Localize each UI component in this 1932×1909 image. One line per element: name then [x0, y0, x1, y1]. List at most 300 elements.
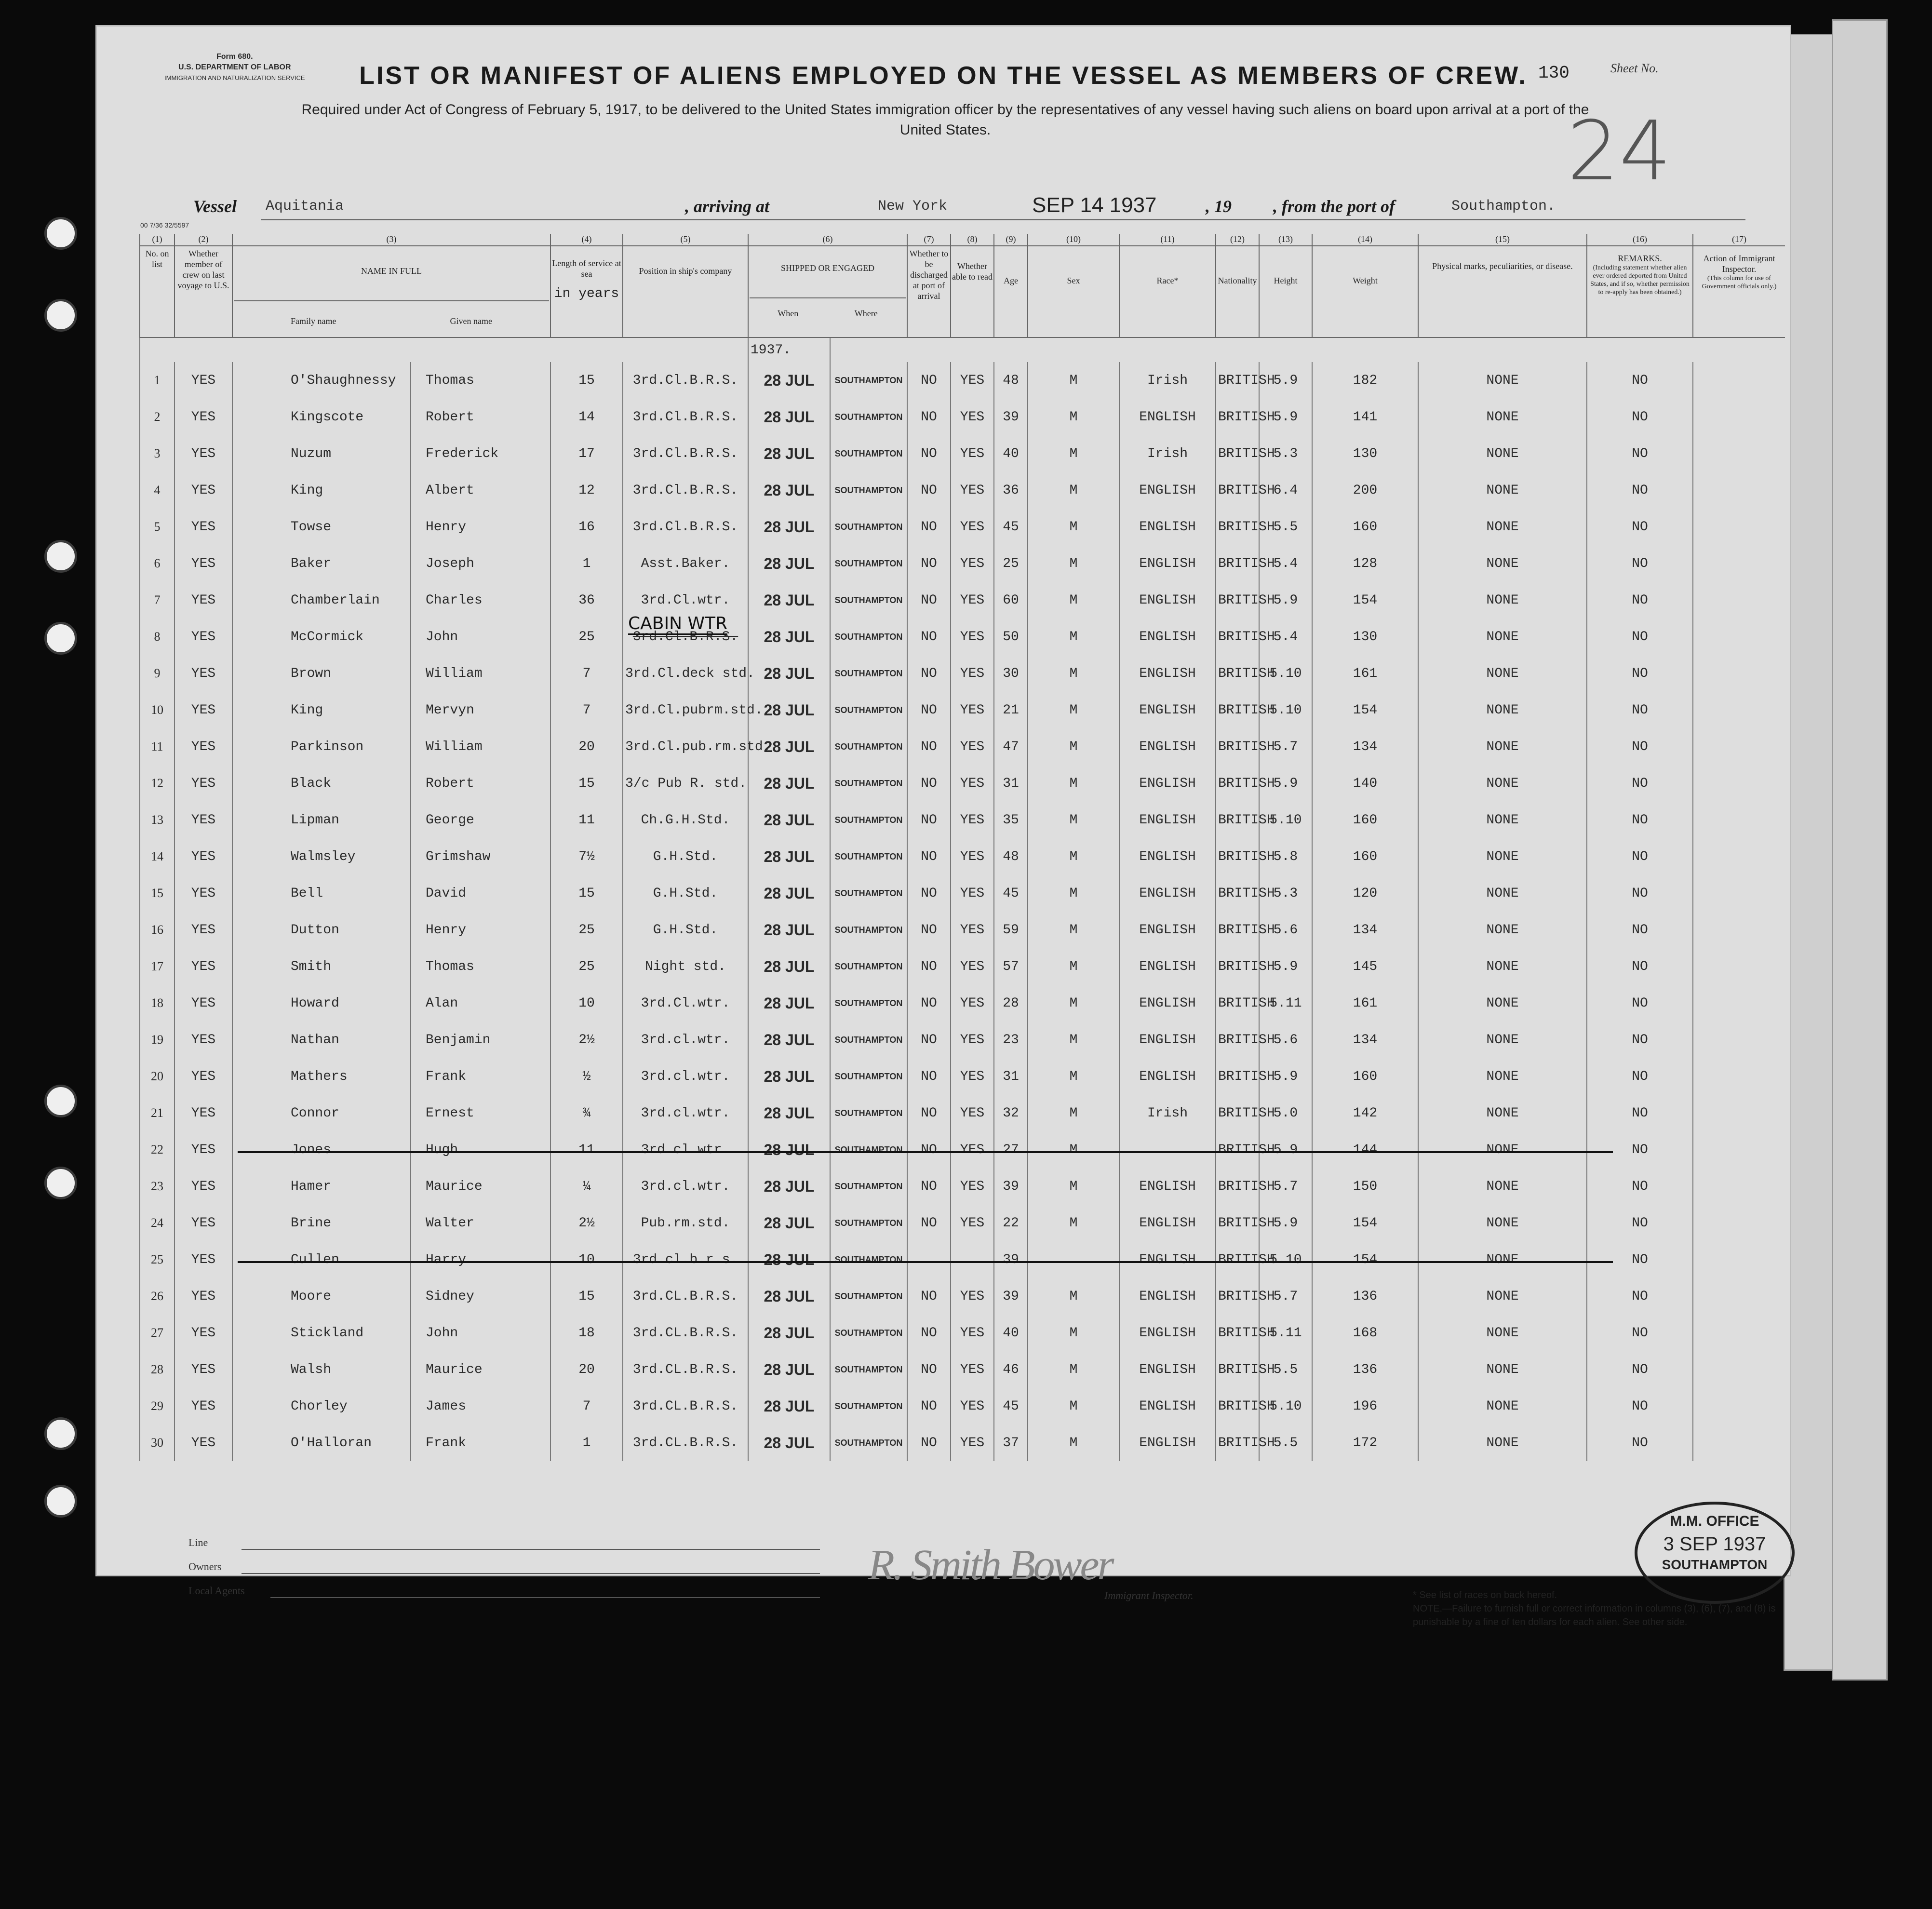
year-spacer [830, 337, 1693, 362]
when-shipped: 28 JUL [748, 1351, 830, 1388]
remarks: NO [1587, 399, 1693, 435]
row-number: 11 [140, 728, 174, 765]
action-inspector [1693, 948, 1785, 985]
remarks: NO [1587, 1095, 1693, 1131]
row-number: 16 [140, 912, 174, 948]
position: Ch.G.H.Std. [623, 802, 748, 838]
able-read: YES [951, 1131, 994, 1168]
physical-marks: NONE [1418, 765, 1587, 802]
member-last-voyage: YES [174, 765, 232, 802]
weight: 160 [1312, 509, 1418, 545]
when-shipped: 28 JUL [748, 655, 830, 692]
where-shipped: SOUTHAMPTON [830, 545, 907, 582]
table-row [140, 545, 1785, 582]
header-family-name: Family name [291, 316, 336, 326]
position: G.H.Std. [623, 912, 748, 948]
height: 5.9 [1259, 582, 1312, 618]
able-read: YES [951, 1058, 994, 1095]
weight: 144 [1312, 1131, 1418, 1168]
member-last-voyage: YES [174, 912, 232, 948]
discharged: NO [907, 1205, 951, 1241]
discharged: NO [907, 655, 951, 692]
family-name: Jones [232, 1131, 411, 1168]
height: 5.8 [1259, 838, 1312, 875]
action-inspector [1693, 435, 1785, 472]
member-last-voyage: YES [174, 435, 232, 472]
row-number: 23 [140, 1168, 174, 1205]
able-read: YES [951, 765, 994, 802]
race: ENGLISH [1119, 399, 1216, 435]
nationality: BRITISH [1216, 655, 1259, 692]
when-shipped: 28 JUL [748, 765, 830, 802]
weight: 136 [1312, 1351, 1418, 1388]
year-row [140, 337, 1785, 362]
weight: 145 [1312, 948, 1418, 985]
age: 39 [994, 1278, 1028, 1315]
physical-marks: NONE [1418, 472, 1587, 509]
where-shipped: SOUTHAMPTON [830, 362, 907, 399]
when-shipped: 28 JUL [748, 875, 830, 912]
col-num: (2) [174, 234, 232, 246]
where-shipped: SOUTHAMPTON [830, 1315, 907, 1351]
when-shipped: 28 JUL [748, 985, 830, 1022]
weight: 161 [1312, 985, 1418, 1022]
when-shipped: 28 JUL [748, 399, 830, 435]
under-sheet [1784, 34, 1839, 1671]
race: ENGLISH [1119, 948, 1216, 985]
position: Night std. [623, 948, 748, 985]
able-read: YES [951, 1095, 994, 1131]
length-service: 10 [550, 985, 623, 1022]
weight: 130 [1312, 435, 1418, 472]
height: 5.3 [1259, 435, 1312, 472]
race: ENGLISH [1119, 875, 1216, 912]
able-read: YES [951, 948, 994, 985]
able-read: YES [951, 802, 994, 838]
when-shipped: 28 JUL [748, 1205, 830, 1241]
position: 3rd.CL.B.R.S. [623, 1278, 748, 1315]
action-inspector [1693, 618, 1785, 655]
row-number: 5 [140, 509, 174, 545]
family-name: Chamberlain [232, 582, 411, 618]
height: 5.9 [1259, 1205, 1312, 1241]
page-number: 130 [1538, 63, 1570, 83]
length-service: 2½ [550, 1022, 623, 1058]
action-inspector [1693, 1278, 1785, 1315]
remarks: NO [1587, 1168, 1693, 1205]
length-service: 7 [550, 692, 623, 728]
row-number: 25 [140, 1241, 174, 1278]
header-position: Position in ship's company [623, 246, 748, 337]
race: ENGLISH [1119, 765, 1216, 802]
physical-marks: NONE [1418, 912, 1587, 948]
height: 5.11 [1259, 1315, 1312, 1351]
given-name: Hugh [411, 1131, 550, 1168]
given-name: Maurice [411, 1351, 550, 1388]
weight: 130 [1312, 618, 1418, 655]
physical-marks: NONE [1418, 985, 1587, 1022]
member-last-voyage: YES [174, 802, 232, 838]
sheet-label: Sheet No. [1610, 61, 1659, 75]
table-row [140, 912, 1785, 948]
length-service: 25 [550, 618, 623, 655]
race: ENGLISH [1119, 472, 1216, 509]
where-shipped: SOUTHAMPTON [830, 985, 907, 1022]
given-name: Grimshaw [411, 838, 550, 875]
sex: M [1028, 655, 1119, 692]
height: 5.5 [1259, 1425, 1312, 1461]
when-shipped: 28 JUL [748, 582, 830, 618]
able-read: YES [951, 545, 994, 582]
footer-line: Line [188, 1536, 208, 1548]
col-num: (10) [1028, 234, 1119, 246]
able-read: YES [951, 509, 994, 545]
table-row [140, 728, 1785, 765]
remarks: NO [1587, 1351, 1693, 1388]
col-num: (3) [232, 234, 550, 246]
binder-hole [44, 1085, 77, 1117]
weight: 161 [1312, 655, 1418, 692]
print-code: 00 7/36 32/5597 [140, 221, 189, 229]
age: 59 [994, 912, 1028, 948]
member-last-voyage: YES [174, 1315, 232, 1351]
action-inspector [1693, 1351, 1785, 1388]
able-read: YES [951, 1022, 994, 1058]
remarks: NO [1587, 618, 1693, 655]
position: 3rd.Cl.B.R.S. CABIN WTR [623, 618, 748, 655]
row-number: 9 [140, 655, 174, 692]
given-name: Frederick [411, 435, 550, 472]
sex: M [1028, 435, 1119, 472]
sex: M [1028, 985, 1119, 1022]
length-service: 15 [550, 875, 623, 912]
remarks: NO [1587, 509, 1693, 545]
position: 3rd.cl.wtr. [623, 1058, 748, 1095]
when-shipped: 28 JUL [748, 728, 830, 765]
arriving-port: New York [878, 198, 948, 215]
col-num: (13) [1259, 234, 1312, 246]
able-read: YES [951, 435, 994, 472]
weight: 140 [1312, 765, 1418, 802]
nationality: BRITISH [1216, 1022, 1259, 1058]
nationality: BRITISH [1216, 509, 1259, 545]
length-service: 18 [550, 1315, 623, 1351]
weight: 154 [1312, 1205, 1418, 1241]
sex: M [1028, 582, 1119, 618]
from-port: Southampton. [1451, 198, 1556, 215]
when-shipped: 28 JUL [748, 1168, 830, 1205]
sex: M [1028, 912, 1119, 948]
header-nationality: Nationality [1216, 246, 1259, 337]
service: IMMIGRATION AND NATURALIZATION SERVICE [164, 74, 305, 81]
discharged: NO [907, 728, 951, 765]
weight: 136 [1312, 1278, 1418, 1315]
weight: 168 [1312, 1315, 1418, 1351]
physical-marks: NONE [1418, 582, 1587, 618]
remarks: NO [1587, 985, 1693, 1022]
race: ENGLISH [1119, 985, 1216, 1022]
action-inspector [1693, 728, 1785, 765]
family-name: Baker [232, 545, 411, 582]
member-last-voyage: YES [174, 1241, 232, 1278]
remarks: NO [1587, 1425, 1693, 1461]
remarks: NO [1587, 1131, 1693, 1168]
physical-marks: NONE [1418, 509, 1587, 545]
when-shipped: 28 JUL [748, 1022, 830, 1058]
weight: 120 [1312, 875, 1418, 912]
col-num: (12) [1216, 234, 1259, 246]
nationality: BRITISH [1216, 765, 1259, 802]
physical-marks: NONE [1418, 692, 1587, 728]
race: ENGLISH [1119, 692, 1216, 728]
position: 3rd.Cl.deck std. [623, 655, 748, 692]
height: 5.9 [1259, 1131, 1312, 1168]
binder-hole [44, 1167, 77, 1199]
vessel-label: Vessel [193, 197, 237, 216]
discharged: NO [907, 362, 951, 399]
member-last-voyage: YES [174, 582, 232, 618]
where-shipped: SOUTHAMPTON [830, 802, 907, 838]
where-shipped: SOUTHAMPTON [830, 582, 907, 618]
weight: 134 [1312, 912, 1418, 948]
action-inspector [1693, 838, 1785, 875]
nationality: BRITISH [1216, 472, 1259, 509]
family-name: Moore [232, 1278, 411, 1315]
nationality: BRITISH [1216, 399, 1259, 435]
form-number: Form 680. [216, 53, 253, 61]
age: 39 [994, 1241, 1028, 1278]
position: 3rd.CL.B.R.S. [623, 1425, 748, 1461]
table-row [140, 399, 1785, 435]
able-read: YES [951, 728, 994, 765]
sex: M [1028, 362, 1119, 399]
member-last-voyage: YES [174, 985, 232, 1022]
from-label: , from the port of [1273, 197, 1395, 216]
where-shipped: SOUTHAMPTON [830, 948, 907, 985]
race: ENGLISH [1119, 545, 1216, 582]
race: Irish [1119, 362, 1216, 399]
physical-marks: NONE [1418, 728, 1587, 765]
race: ENGLISH [1119, 1351, 1216, 1388]
remarks: NO [1587, 1058, 1693, 1095]
action-inspector [1693, 1095, 1785, 1131]
member-last-voyage: YES [174, 1058, 232, 1095]
where-shipped: SOUTHAMPTON [830, 435, 907, 472]
races-note: * See list of races on back hereof. [1413, 1590, 1557, 1600]
discharged: NO [907, 1278, 951, 1315]
footer-rule [270, 1597, 820, 1598]
discharged: NO [907, 875, 951, 912]
action-inspector [1693, 1168, 1785, 1205]
height: 5.5 [1259, 1351, 1312, 1388]
able-read: YES [951, 875, 994, 912]
action-inspector [1693, 875, 1785, 912]
able-read: YES [951, 1315, 994, 1351]
position: 3rd.Cl.pub.rm.std. [623, 728, 748, 765]
position: 3/c Pub R. std. [623, 765, 748, 802]
sex: M [1028, 1315, 1119, 1351]
header-discharged: Whether to be discharged at port of arrival [907, 246, 951, 337]
height: 5.7 [1259, 1278, 1312, 1315]
member-last-voyage: YES [174, 838, 232, 875]
able-read: YES [951, 1278, 994, 1315]
header-name-in-full [232, 246, 550, 337]
family-name: Brown [232, 655, 411, 692]
col-num: (15) [1418, 234, 1587, 246]
year-label: , 19 [1206, 197, 1232, 216]
action-inspector [1693, 545, 1785, 582]
manifest-page [95, 25, 1791, 1627]
remarks: NO [1587, 692, 1693, 728]
sex: M [1028, 618, 1119, 655]
binder-hole [44, 540, 77, 573]
race: ENGLISH [1119, 1241, 1216, 1278]
member-last-voyage: YES [174, 655, 232, 692]
col-num: (8) [951, 234, 994, 246]
col-num: (11) [1119, 234, 1216, 246]
sex: M [1028, 948, 1119, 985]
length-service: 11 [550, 1131, 623, 1168]
physical-marks: NONE [1418, 362, 1587, 399]
remarks: NO [1587, 1388, 1693, 1425]
family-name: Hamer [232, 1168, 411, 1205]
table-row [140, 802, 1785, 838]
age: 22 [994, 1205, 1028, 1241]
given-name: George [411, 802, 550, 838]
able-read: YES [951, 1351, 994, 1388]
row-number: 13 [140, 802, 174, 838]
action-inspector [1693, 1425, 1785, 1461]
where-shipped: SOUTHAMPTON [830, 1388, 907, 1425]
inspector-label: Immigrant Inspector. [1104, 1589, 1194, 1601]
age: 28 [994, 985, 1028, 1022]
weight: 128 [1312, 545, 1418, 582]
position: 3rd.Cl.B.R.S. [623, 509, 748, 545]
where-shipped: SOUTHAMPTON [830, 618, 907, 655]
col-num: (14) [1312, 234, 1418, 246]
able-read: YES [951, 472, 994, 509]
family-name: Brine [232, 1205, 411, 1241]
height: 5.7 [1259, 1168, 1312, 1205]
remarks: NO [1587, 1205, 1693, 1241]
family-name: Towse [232, 509, 411, 545]
nationality: BRITISH [1216, 1388, 1259, 1425]
position: 3rd.cl.wtr. [623, 1022, 748, 1058]
sex: M [1028, 1131, 1119, 1168]
header-shipped-engaged [748, 246, 907, 337]
when-shipped: 28 JUL [748, 1058, 830, 1095]
row-number: 22 [140, 1131, 174, 1168]
race: ENGLISH [1119, 1315, 1216, 1351]
action-inspector [1693, 692, 1785, 728]
physical-marks: NONE [1418, 1168, 1587, 1205]
member-last-voyage: YES [174, 1205, 232, 1241]
nationality: BRITISH [1216, 1315, 1259, 1351]
family-name: Cullen [232, 1241, 411, 1278]
position-handwritten: CABIN WTR [628, 614, 727, 635]
given-name: Maurice [411, 1168, 550, 1205]
given-name: Frank [411, 1058, 550, 1095]
physical-marks: NONE [1418, 1205, 1587, 1241]
member-last-voyage: YES [174, 399, 232, 435]
row-number: 10 [140, 692, 174, 728]
table-row [140, 1131, 1785, 1168]
row-number: 6 [140, 545, 174, 582]
table-row [140, 1315, 1785, 1351]
stamp-office: M.M. OFFICE [1670, 1513, 1759, 1529]
discharged: NO [907, 545, 951, 582]
header-row [140, 246, 1785, 337]
remarks: NO [1587, 545, 1693, 582]
nationality: BRITISH [1216, 435, 1259, 472]
able-read: YES [951, 618, 994, 655]
nationality: BRITISH [1216, 1131, 1259, 1168]
discharged: NO [907, 1351, 951, 1388]
where-shipped: SOUTHAMPTON [830, 399, 907, 435]
age: 23 [994, 1022, 1028, 1058]
col-num: (16) [1587, 234, 1693, 246]
discharged: NO [907, 399, 951, 435]
action-inspector [1693, 509, 1785, 545]
weight: 134 [1312, 728, 1418, 765]
nationality: BRITISH [1216, 1205, 1259, 1241]
table-row [140, 948, 1785, 985]
given-name: Henry [411, 912, 550, 948]
race: Irish [1119, 1095, 1216, 1131]
age: 45 [994, 1388, 1028, 1425]
length-service: 1 [550, 545, 623, 582]
able-read: YES [951, 1205, 994, 1241]
physical-marks: NONE [1418, 1425, 1587, 1461]
weight: 200 [1312, 472, 1418, 509]
age: 27 [994, 1131, 1028, 1168]
position: Pub.rm.std. [623, 1205, 748, 1241]
table-row [140, 692, 1785, 728]
discharged: NO [907, 509, 951, 545]
where-shipped: SOUTHAMPTON [830, 765, 907, 802]
arriving-label: , arriving at [685, 197, 770, 216]
member-last-voyage: YES [174, 545, 232, 582]
row-number: 29 [140, 1388, 174, 1425]
length-service: 25 [550, 948, 623, 985]
discharged: NO [907, 1095, 951, 1131]
physical-marks: NONE [1418, 655, 1587, 692]
member-last-voyage: YES [174, 618, 232, 655]
member-last-voyage: YES [174, 728, 232, 765]
nationality: BRITISH [1216, 545, 1259, 582]
action-inspector [1693, 1315, 1785, 1351]
header-length-service [550, 246, 623, 337]
age: 39 [994, 1168, 1028, 1205]
able-read: YES [951, 399, 994, 435]
sex: M [1028, 1425, 1119, 1461]
family-name: McCormick [232, 618, 411, 655]
discharged: NO [907, 1131, 951, 1168]
table-row [140, 1241, 1785, 1278]
row-strike-line [238, 1151, 1613, 1153]
length-service: 25 [550, 912, 623, 948]
sex: M [1028, 1168, 1119, 1205]
where-shipped: SOUTHAMPTON [830, 1205, 907, 1241]
table-row [140, 618, 1785, 655]
family-name: Walsh [232, 1351, 411, 1388]
row-number: 8 [140, 618, 174, 655]
header-member-last-voyage: Whether member of crew on last voyage to U.S. [174, 246, 232, 337]
remarks: NO [1587, 362, 1693, 399]
where-shipped: SOUTHAMPTON [830, 1425, 907, 1461]
race: Irish [1119, 435, 1216, 472]
when-shipped: 28 JUL [748, 948, 830, 985]
